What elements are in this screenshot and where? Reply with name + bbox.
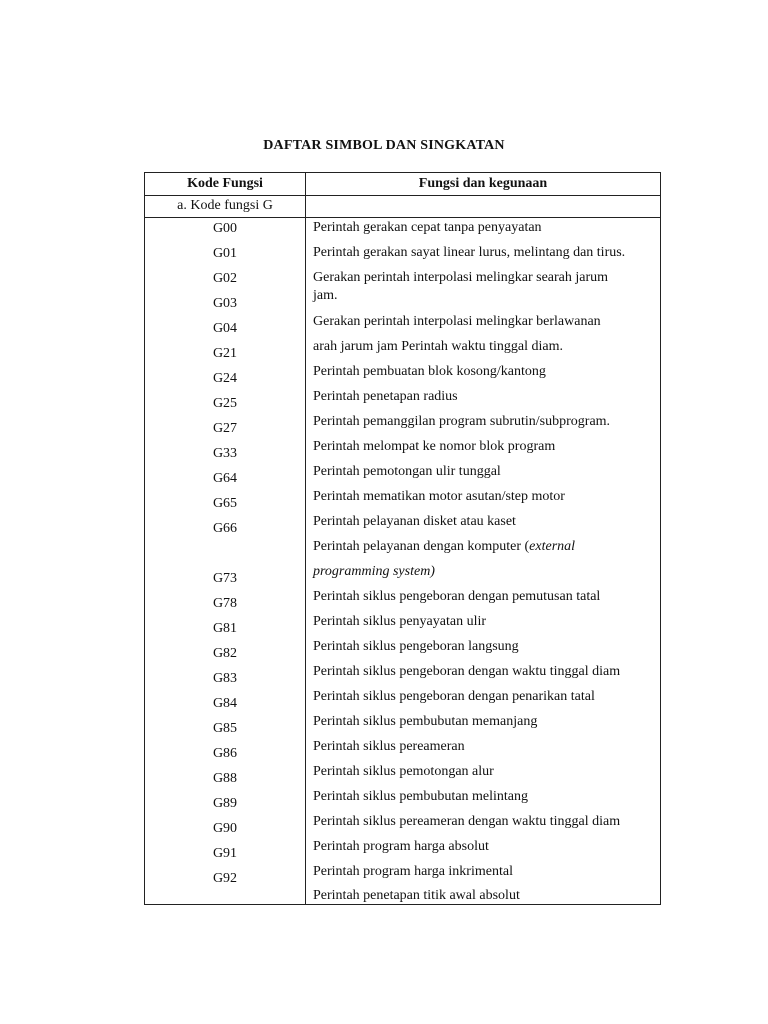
code-cell: G88 — [212, 771, 238, 786]
code-cell: G25 — [212, 396, 238, 411]
description-line: Perintah siklus penyayatan ulir — [313, 614, 487, 629]
code-cell: G89 — [212, 796, 238, 811]
description-line: Perintah siklus pengeboran dengan waktu tinggal diam — [313, 664, 621, 679]
code-cell: G82 — [212, 646, 238, 661]
code-cell: G64 — [212, 471, 238, 486]
description-line: Perintah siklus pengeboran dengan penarikan tatal — [313, 689, 595, 704]
header-divider — [145, 195, 660, 196]
code-cell: G33 — [212, 446, 238, 461]
code-cell: G65 — [212, 496, 238, 511]
header-kode-fungsi: Kode Fungsi — [187, 176, 263, 191]
code-cell: G01 — [212, 246, 238, 261]
description-line: Perintah program harga inkrimental — [313, 864, 513, 879]
description-line-computer — [313, 539, 658, 555]
description-line: Perintah penetapan radius — [313, 389, 458, 404]
description-line: Perintah penetapan titik awal absolut — [313, 888, 520, 903]
code-cell: G86 — [212, 746, 238, 761]
code-cell: G02 — [212, 271, 238, 286]
description-line: Gerakan perintah interpolasi melingkar searah jarum — [313, 270, 609, 285]
code-cell: G66 — [212, 521, 238, 536]
description-line: Perintah siklus pereameran — [313, 739, 465, 754]
section-label: a. Kode fungsi G — [177, 198, 273, 213]
code-cell: G00 — [212, 221, 238, 236]
description-line: Perintah program harga absolut — [313, 839, 489, 854]
code-cell: G03 — [212, 296, 238, 311]
description-line: Perintah siklus pembubutan memanjang — [313, 714, 538, 729]
description-line: Perintah siklus pemotongan alur — [313, 764, 494, 779]
code-cell: G92 — [212, 871, 238, 886]
code-cell: G81 — [212, 621, 238, 636]
description-text: Perintah pelayanan dengan komputer ( — [313, 539, 530, 554]
code-cell: G21 — [212, 346, 238, 361]
description-line: arah jarum jam Perintah waktu tinggal diam. — [313, 339, 563, 354]
code-cell: G91 — [212, 846, 238, 861]
description-line: programming system) — [313, 564, 435, 579]
description-line: Perintah gerakan cepat tanpa penyayatan — [313, 220, 542, 235]
description-line: jam. — [313, 288, 338, 303]
section-divider — [145, 217, 660, 218]
description-line: Gerakan perintah interpolasi melingkar berlawanan — [313, 314, 601, 329]
symbol-table — [144, 172, 661, 905]
code-cell: G04 — [212, 321, 238, 336]
description-line: Perintah gerakan sayat linear lurus, melintang dan tirus. — [313, 245, 626, 260]
description-italic: external — [529, 539, 576, 554]
description-line: Perintah pelayanan disket atau kaset — [313, 514, 516, 529]
description-line: Perintah mematikan motor asutan/step motor — [313, 489, 565, 504]
description-line: Perintah pembuatan blok kosong/kantong — [313, 364, 546, 379]
code-cell: G27 — [212, 421, 238, 436]
code-cell: G84 — [212, 696, 238, 711]
description-line: Perintah pemotongan ulir tunggal — [313, 464, 501, 479]
description-line: Perintah pemanggilan program subrutin/subprogram. — [313, 414, 611, 429]
description-line: Perintah siklus pereameran dengan waktu tinggal diam — [313, 814, 621, 829]
code-cell: G85 — [212, 721, 238, 736]
page-title: DAFTAR SIMBOL DAN SINGKATAN — [263, 138, 505, 153]
code-cell: G90 — [212, 821, 238, 836]
header-fungsi-kegunaan: Fungsi dan kegunaan — [418, 176, 548, 191]
description-line: Perintah melompat ke nomor blok program — [313, 439, 556, 454]
code-cell: G73 — [212, 571, 238, 586]
code-cell: G83 — [212, 671, 238, 686]
column-divider — [305, 173, 306, 904]
description-line: Perintah siklus pengeboran langsung — [313, 639, 519, 654]
description-line: Perintah siklus pengeboran dengan pemutusan tatal — [313, 589, 601, 604]
description-line: Perintah siklus pembubutan melintang — [313, 789, 529, 804]
code-cell: G78 — [212, 596, 238, 611]
code-cell: G24 — [212, 371, 238, 386]
